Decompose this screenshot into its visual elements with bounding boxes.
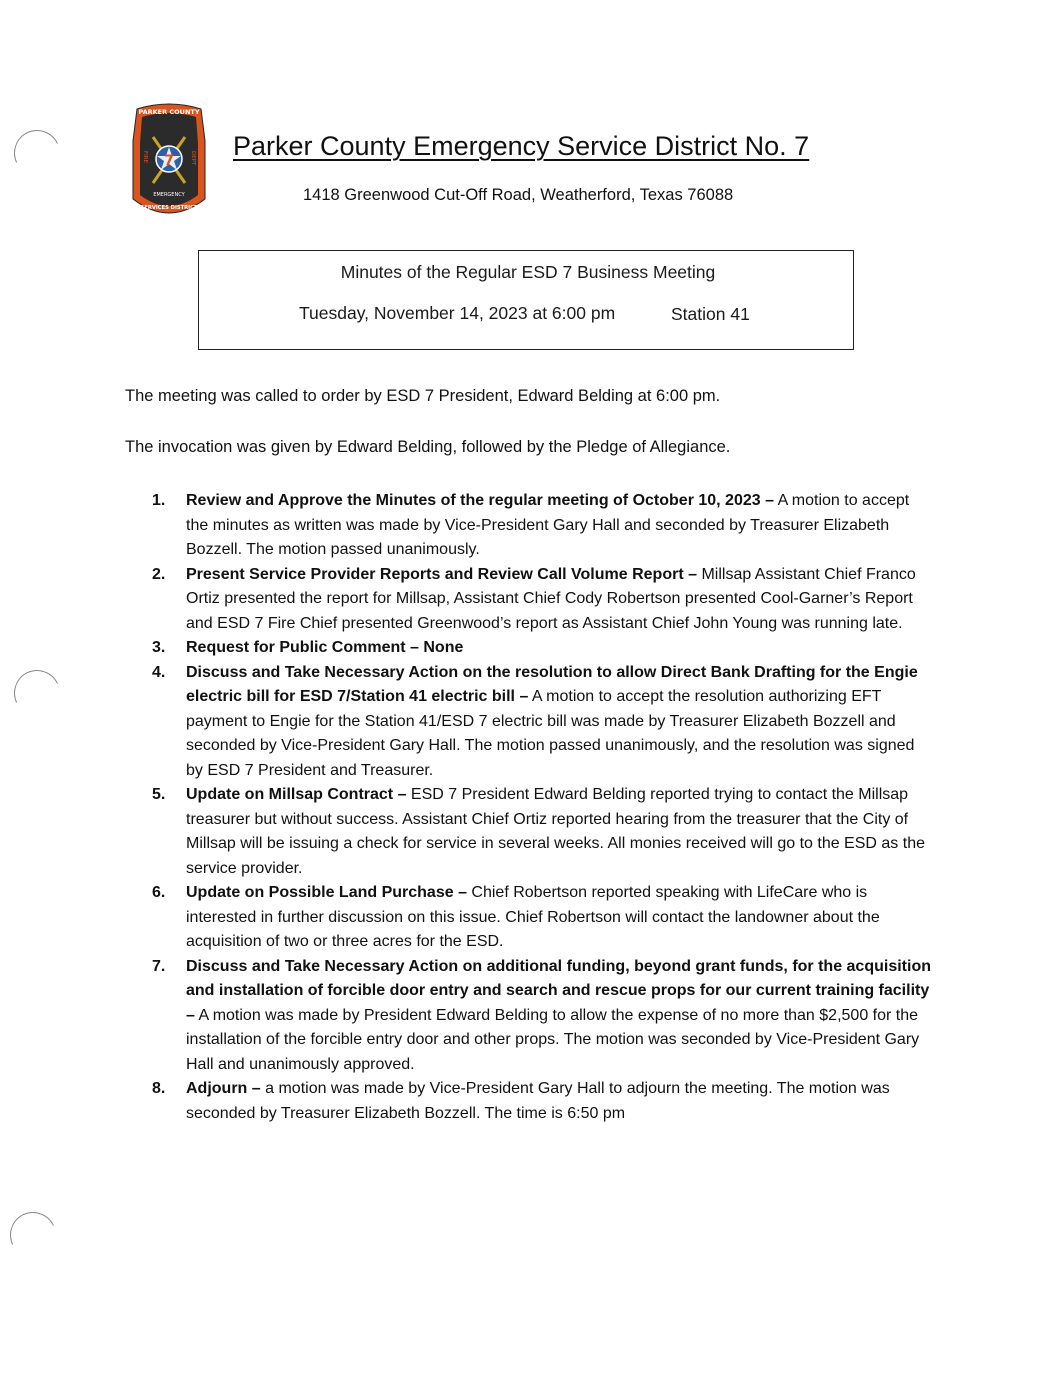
agenda-item-heading: Discuss and Take Necessary Action on additional funding, beyond grant funds, for the acquisition and installation of forcible door entry and search and rescue props for our current training facility – xyxy=(186,957,931,1024)
district-title: Parker County Emergency Service District No. 7 xyxy=(233,131,810,161)
invocation-paragraph: The invocation was given by Edward Belding, followed by the Pledge of Allegiance. xyxy=(125,438,731,456)
agenda-item xyxy=(152,489,932,563)
logo-bottom-text-2: SERVICES DISTRICT xyxy=(140,205,198,211)
agenda-item-text: A motion to accept the minutes as written was made by Vice-President Gary Hall and seconded by Treasurer Elizabeth Bozzell. The motion passed unanimously. xyxy=(186,492,910,558)
logo-number: 7 xyxy=(164,153,174,169)
agenda-item xyxy=(152,955,932,1078)
binder-hole-mark xyxy=(4,1206,63,1265)
agenda-item xyxy=(152,881,932,955)
agenda-item-number: 8. xyxy=(152,1080,166,1097)
agenda-item-heading: Request for Public Comment – None xyxy=(186,639,464,656)
meeting-location: Station 41 xyxy=(671,304,750,324)
agenda-item xyxy=(152,1077,932,1126)
agenda-item xyxy=(152,563,932,637)
agenda-item-body xyxy=(186,636,932,661)
agenda-item-body xyxy=(186,881,932,955)
agenda-item-body xyxy=(186,563,932,637)
logo-right-text: DEPT xyxy=(190,151,196,166)
meeting-title: Minutes of the Regular ESD 7 Business Meeting xyxy=(340,262,716,282)
agenda-item-body xyxy=(186,955,932,1078)
agenda-item xyxy=(152,661,932,784)
agenda-item-text: Chief Robertson reported speaking with LifeCare who is interested in further discussion on this issue. Chief Robertson will contact the landowner about the acquisition of two or three acres for the ESD. xyxy=(186,884,880,950)
agenda-item-text: Millsap Assistant Chief Franco Ortiz presented the report for Millsap, Assistant Chief Cody Robertson presented Cool-Garner’s Report and ESD 7 Fire Chief presented Greenwood’s report as Assistant Chief John Young was running late. xyxy=(186,565,916,632)
agenda-item-body xyxy=(186,783,932,881)
logo-left-text: FIRE xyxy=(142,151,148,164)
esd-logo xyxy=(131,101,207,221)
agenda-item-text: ESD 7 President Edward Belding reported trying to contact the Millsap treasurer but without success. Assistant Chief Ortiz reported hearing from the treasurer that the City of Millsap will be issuing a check for service in several weeks. All monies received will go to the ESD as the service provider. xyxy=(186,786,925,877)
agenda-item-number: 7. xyxy=(152,957,166,975)
agenda-item-heading: Adjourn – xyxy=(186,1080,261,1097)
agenda-list xyxy=(152,489,932,1126)
agenda-item-number: 3. xyxy=(152,639,166,656)
agenda-item-heading: Review and Approve the Minutes of the regular meeting of October 10, 2023 – xyxy=(186,492,774,509)
meeting-date-time: Tuesday, November 14, 2023 at 6:00 pm xyxy=(299,303,616,323)
agenda-item-body xyxy=(186,661,932,784)
logo-top-text: PARKER COUNTY xyxy=(138,108,200,116)
agenda-item-text: a motion was made by Vice-President Gary Hall to adjourn the meeting. The motion was seconded by Treasurer Elizabeth Bozzell. The time is 6:50 pm xyxy=(186,1080,890,1122)
agenda-item-text: A motion was made by President Edward Belding to allow the expense of no more than $2,500 for the installation of the forcible entry door and other props. The motion was seconded by Vice-President Gary Hall and unanimously approved. xyxy=(186,1006,920,1073)
agenda-item-number: 2. xyxy=(152,565,166,583)
logo-bottom-text-1: EMERGENCY xyxy=(153,192,185,198)
agenda-item-heading: Update on Millsap Contract – xyxy=(186,786,407,803)
agenda-item-number: 4. xyxy=(152,663,166,681)
agenda-item-number: 5. xyxy=(152,786,166,803)
agenda-item xyxy=(152,636,932,661)
agenda-item xyxy=(152,783,932,881)
agenda-item-body xyxy=(186,489,932,563)
district-address: 1418 Greenwood Cut-Off Road, Weatherford, Texas 76088 xyxy=(303,186,734,204)
agenda-item-number: 1. xyxy=(152,492,166,509)
agenda-item-number: 6. xyxy=(152,884,166,901)
meeting-info-box xyxy=(198,250,854,350)
binder-hole-mark xyxy=(8,124,67,183)
agenda-item-heading: Present Service Provider Reports and Review Call Volume Report – xyxy=(186,565,697,583)
binder-hole-mark xyxy=(8,664,67,723)
agenda-item-text: A motion to accept the resolution authorizing EFT payment to Engie for the Station 41/ESD 7 electric bill was made by Treasurer Elizabeth Bozzell and seconded by Vice-President Gary Hall. The motion passed unanimously, and the resolution was signed by ESD 7 President and Treasurer. xyxy=(186,688,915,779)
call-to-order-paragraph: The meeting was called to order by ESD 7 President, Edward Belding at 6:00 pm. xyxy=(125,387,721,405)
agenda-item-body xyxy=(186,1077,932,1126)
agenda-item-heading: Update on Possible Land Purchase – xyxy=(186,884,467,901)
agenda-item-heading: Discuss and Take Necessary Action on the resolution to allow Direct Bank Drafting for the Engie electric bill for ESD 7/Station 41 electric bill – xyxy=(186,663,918,705)
